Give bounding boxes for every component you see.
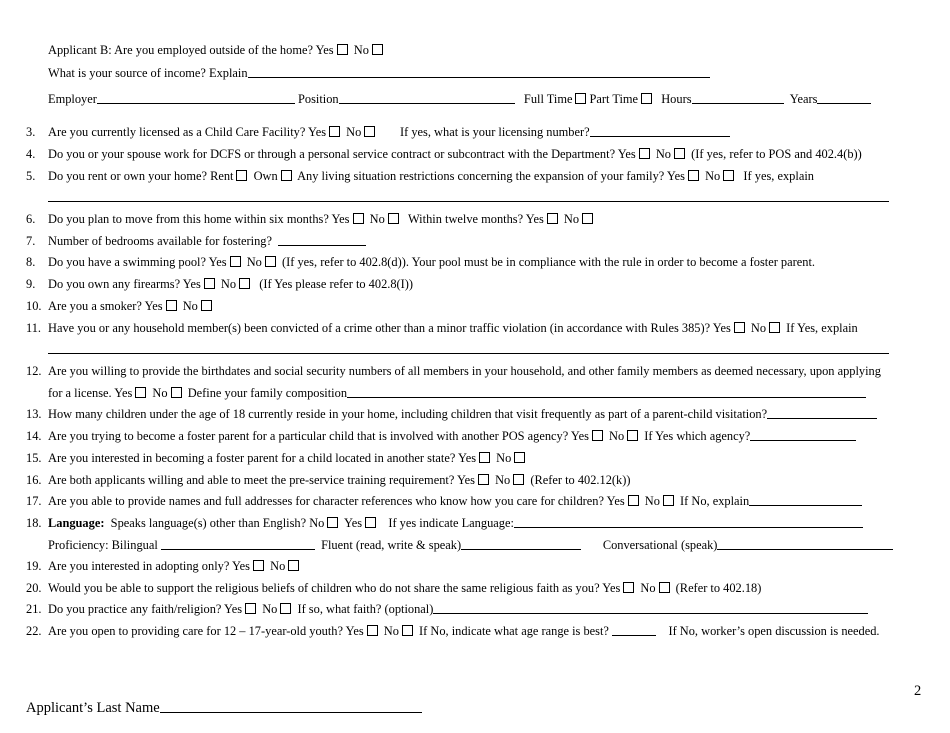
q16-line: Are both applicants willing and able to meet the pre-service training requirement? Yes No (Refer to 402.12(k)) — [48, 473, 631, 487]
q18-fluent-field[interactable] — [461, 538, 581, 550]
q6-twelve-months-no-checkbox[interactable] — [582, 213, 593, 224]
q14-line: Are you trying to become a foster parent for a particular child that is involved with another POS agency? Yes No If Yes which agency? — [48, 428, 856, 444]
q5-own-checkbox[interactable] — [281, 170, 292, 181]
q16-number: 16. — [26, 473, 42, 487]
q5-yes-checkbox[interactable] — [688, 170, 699, 181]
q8-yes-checkbox[interactable] — [230, 256, 241, 267]
last-name-line: Applicant’s Last Name — [26, 699, 422, 717]
q4-no-checkbox[interactable] — [674, 148, 685, 159]
q9-line: Do you own any firearms? Yes No (If Yes please refer to 402.8(I)) — [48, 277, 414, 291]
q8-number: 8. — [26, 255, 36, 269]
employer-line: Employer Position Full Time Part Time Hours Years — [48, 91, 871, 107]
q6-six-months-yes-checkbox[interactable] — [353, 213, 364, 224]
q11-line: Have you or any household member(s) been convicted of a crime other than a minor traffic violation (in accordance with Rules 385)? Yes No If Yes, explain — [48, 321, 858, 335]
q14-no-checkbox[interactable] — [627, 430, 638, 441]
source-income-line: What is your source of income? Explain — [48, 65, 710, 81]
q9-no-checkbox[interactable] — [239, 278, 250, 289]
employer-field[interactable] — [97, 92, 295, 104]
q18-proficiency-line: Proficiency: Bilingual Fluent (read, write & speak) Conversational (speak) — [48, 537, 893, 553]
q6-twelve-months-yes-checkbox[interactable] — [547, 213, 558, 224]
q6-number: 6. — [26, 212, 36, 226]
q10-line: Are you a smoker? Yes No — [48, 298, 215, 314]
q20-no-checkbox[interactable] — [659, 582, 670, 593]
q17-explain-field[interactable] — [749, 494, 862, 506]
q17-yes-checkbox[interactable] — [628, 495, 639, 506]
q18-number: 18. — [26, 516, 42, 530]
q18-yes-checkbox[interactable] — [365, 517, 376, 528]
q19-line: Are you interested in adopting only? Yes No — [48, 558, 302, 574]
q3-license-number-field[interactable] — [590, 125, 730, 137]
q14-number: 14. — [26, 429, 42, 443]
last-name-field[interactable] — [160, 699, 422, 713]
q5-line: Do you rent or own your home? Rent Own Any living situation restrictions concerning the expansion of your family? Yes No If yes, explain — [48, 169, 814, 183]
q19-number: 19. — [26, 559, 42, 573]
q20-line: Would you be able to support the religious beliefs of children who do not share the same religious faith as you? Yes No (Refer to 402.18) — [48, 581, 762, 595]
q18-bilingual-field[interactable] — [161, 538, 315, 550]
q5-explain-field[interactable] — [48, 201, 889, 202]
position-field[interactable] — [339, 92, 515, 104]
q3-no-checkbox[interactable] — [364, 126, 375, 137]
q15-line: Are you interested in becoming a foster parent for a child located in another state? Yes No — [48, 450, 528, 466]
q21-faith-field[interactable] — [433, 602, 868, 614]
years-field[interactable] — [817, 92, 871, 104]
q8-line: Do you have a swimming pool? Yes No (If yes, refer to 402.8(d)). Your pool must be in compliance with the rule in order to become a foster parent. — [48, 255, 815, 269]
q18-line: Language: Speaks language(s) other than English? No Yes If yes indicate Language: — [48, 515, 863, 531]
q13-number: 13. — [26, 407, 42, 421]
q7-bedrooms-field[interactable] — [278, 234, 366, 246]
q19-no-checkbox[interactable] — [288, 560, 299, 571]
q20-yes-checkbox[interactable] — [623, 582, 634, 593]
q6-six-months-no-checkbox[interactable] — [388, 213, 399, 224]
q22-age-range-field[interactable] — [612, 624, 656, 636]
q21-yes-checkbox[interactable] — [245, 603, 256, 614]
q15-yes-checkbox[interactable] — [479, 452, 490, 463]
q11-explain-field[interactable] — [48, 353, 889, 354]
q15-number: 15. — [26, 451, 42, 465]
q16-no-checkbox[interactable] — [513, 474, 524, 485]
q22-no-checkbox[interactable] — [402, 625, 413, 636]
q7-line: Number of bedrooms available for fostering? — [48, 233, 366, 249]
q15-no-checkbox[interactable] — [514, 452, 525, 463]
q13-line: How many children under the age of 18 currently reside in your home, including children that visit frequently as part of a parent-child visitation? — [48, 406, 877, 422]
q5-no-checkbox[interactable] — [723, 170, 734, 181]
q10-number: 10. — [26, 299, 42, 313]
q5-rent-checkbox[interactable] — [236, 170, 247, 181]
q9-yes-checkbox[interactable] — [204, 278, 215, 289]
q4-yes-checkbox[interactable] — [639, 148, 650, 159]
q11-yes-checkbox[interactable] — [734, 322, 745, 333]
q9-number: 9. — [26, 277, 36, 291]
q13-children-count-field[interactable] — [767, 407, 877, 419]
part-time-checkbox[interactable] — [641, 93, 652, 104]
full-time-checkbox[interactable] — [575, 93, 586, 104]
q21-no-checkbox[interactable] — [280, 603, 291, 614]
q12-number: 12. — [26, 364, 42, 378]
hours-field[interactable] — [692, 92, 784, 104]
q18-no-checkbox[interactable] — [327, 517, 338, 528]
q12-line-1: Are you willing to provide the birthdates and social security numbers of all members in your household, and other family members as deemed necessary, upon applying — [48, 364, 881, 378]
q22-number: 22. — [26, 624, 42, 638]
q3-yes-checkbox[interactable] — [329, 126, 340, 137]
q14-agency-field[interactable] — [750, 429, 856, 441]
q19-yes-checkbox[interactable] — [253, 560, 264, 571]
q22-line: Are you open to providing care for 12 – 17-year-old youth? Yes No If No, indicate what age range is best? If No, worker’s open discussion is needed. — [48, 624, 880, 638]
q8-no-checkbox[interactable] — [265, 256, 276, 267]
q12-family-composition-field[interactable] — [347, 386, 866, 398]
q10-no-checkbox[interactable] — [201, 300, 212, 311]
q17-no-checkbox[interactable] — [663, 495, 674, 506]
q10-yes-checkbox[interactable] — [166, 300, 177, 311]
q21-line: Do you practice any faith/religion? Yes No If so, what faith? (optional) — [48, 601, 868, 617]
q20-number: 20. — [26, 581, 42, 595]
q12-yes-checkbox[interactable] — [135, 387, 146, 398]
q21-number: 21. — [26, 602, 42, 616]
q3-number: 3. — [26, 125, 36, 139]
q16-yes-checkbox[interactable] — [478, 474, 489, 485]
source-income-field[interactable] — [248, 66, 710, 78]
q5-number: 5. — [26, 169, 36, 183]
q12-no-checkbox[interactable] — [171, 387, 182, 398]
q18-conversational-field[interactable] — [717, 538, 893, 550]
q12-line-2: for a license. Yes No Define your family composition — [48, 385, 866, 401]
q3-line: Are you currently licensed as a Child Care Facility? Yes No If yes, what is your licensing number? — [48, 124, 730, 140]
q6-line: Do you plan to move from this home within six months? Yes No Within twelve months? Yes No — [48, 211, 596, 227]
applicant-b-employed-line: Applicant B: Are you employed outside of the home? Yes No — [48, 42, 386, 58]
q14-yes-checkbox[interactable] — [592, 430, 603, 441]
employed-yes-checkbox[interactable] — [337, 44, 348, 55]
q11-no-checkbox[interactable] — [769, 322, 780, 333]
q11-number: 11. — [26, 321, 42, 335]
q7-number: 7. — [26, 234, 36, 248]
q17-line: Are you able to provide names and full addresses for character references who know how you care for children? Yes No If No, explain — [48, 493, 862, 509]
employed-no-checkbox[interactable] — [372, 44, 383, 55]
q17-number: 17. — [26, 494, 42, 508]
page-number: 2 — [914, 683, 922, 699]
q4-number: 4. — [26, 147, 36, 161]
q18-language-field[interactable] — [514, 516, 863, 528]
q4-line: Do you or your spouse work for DCFS or through a personal service contract or subcontract with the Department? Yes No (If yes, refer to POS and 402.4(b)) — [48, 147, 862, 161]
q22-yes-checkbox[interactable] — [367, 625, 378, 636]
